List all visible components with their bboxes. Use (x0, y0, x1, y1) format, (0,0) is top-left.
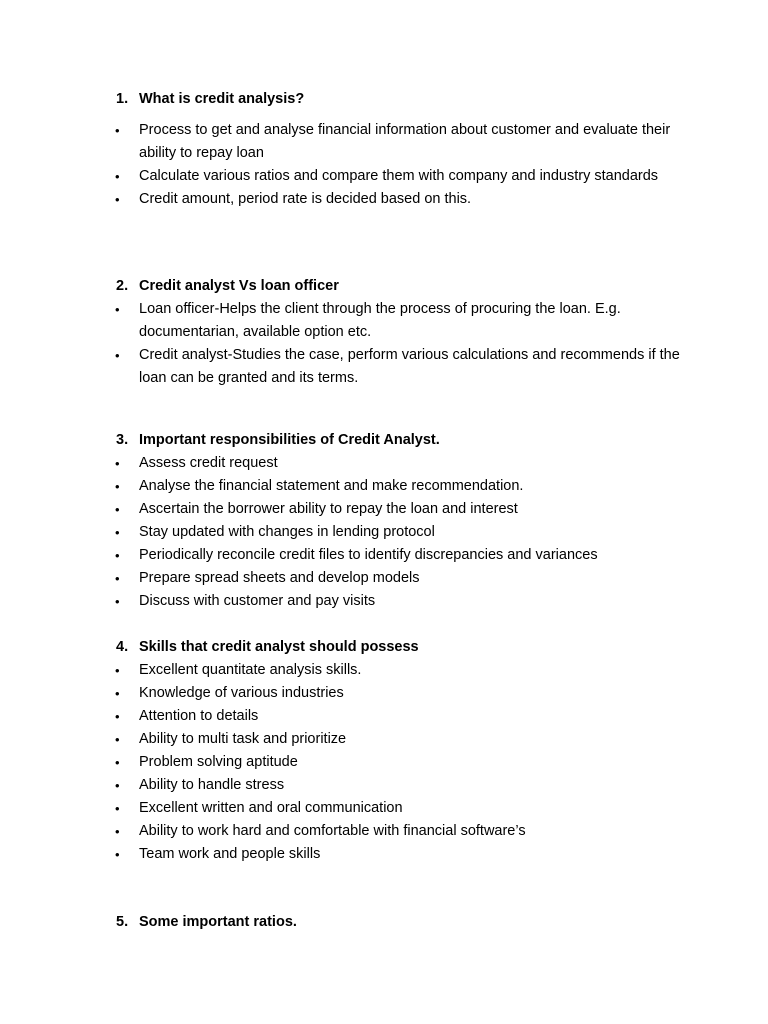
list-item (0, 820, 768, 843)
list-item-text: Assess credit request (139, 455, 278, 471)
list-item (0, 165, 768, 188)
list-item (0, 751, 768, 774)
list-item-text: Ability to multi task and prioritize (139, 731, 347, 747)
list-item (0, 774, 768, 797)
bullet-icon: • (115, 755, 120, 770)
section-number: 5. (116, 914, 129, 930)
list-item-text: Credit amount, period rate is decided based on this. (139, 191, 472, 207)
list-item (0, 659, 768, 682)
section-responsibilities (0, 429, 768, 613)
list-item (0, 682, 768, 705)
bullet-icon: • (115, 847, 120, 862)
list-item (0, 475, 768, 498)
bullet-icon: • (115, 548, 120, 563)
list-item (0, 498, 768, 521)
bullet-list (0, 659, 768, 866)
list-item (0, 567, 768, 590)
list-item (0, 452, 768, 475)
list-item-text: Prepare spread sheets and develop models (139, 570, 420, 586)
section-heading (0, 911, 768, 934)
bullet-icon: • (115, 525, 120, 540)
bullet-icon: • (115, 663, 120, 678)
list-item (0, 188, 768, 211)
bullet-icon: • (115, 302, 120, 317)
bullet-list (0, 452, 768, 613)
bullet-icon: • (115, 824, 120, 839)
section-title: What is credit analysis? (139, 91, 305, 107)
section-number: 2. (116, 278, 129, 294)
section-heading (0, 88, 768, 111)
list-item (0, 843, 768, 866)
bullet-icon: • (115, 502, 120, 517)
bullet-icon: • (115, 686, 120, 701)
list-item-text: Process to get and analyse financial information about customer and evaluate their ability to repay loan (139, 122, 671, 161)
bullet-icon: • (115, 169, 120, 184)
list-item (0, 590, 768, 613)
list-item-text: Discuss with customer and pay visits (139, 593, 376, 609)
section-credit-analysis (0, 88, 768, 211)
list-item (0, 705, 768, 728)
list-item-text: Credit analyst-Studies the case, perform various calculations and recommends if the loan can be granted and its terms. (139, 347, 680, 386)
section-number: 3. (116, 432, 129, 448)
list-item-text: Ability to work hard and comfortable with financial software’s (139, 823, 526, 839)
bullet-icon: • (115, 456, 120, 471)
list-item-text: Excellent written and oral communication (139, 800, 403, 816)
section-important-ratios (0, 911, 768, 934)
list-item-text: Excellent quantitate analysis skills. (139, 662, 362, 678)
section-title: Credit analyst Vs loan officer (139, 278, 339, 294)
section-title: Important responsibilities of Credit Analyst. (139, 432, 440, 448)
list-item (0, 728, 768, 751)
bullet-icon: • (115, 348, 120, 363)
section-heading (0, 636, 768, 659)
list-item-text: Stay updated with changes in lending protocol (139, 524, 435, 540)
bullet-icon: • (115, 594, 120, 609)
list-item-text: Calculate various ratios and compare them with company and industry standards (139, 168, 659, 184)
list-item-text: Team work and people skills (139, 846, 321, 862)
bullet-icon: • (115, 192, 120, 207)
list-item-text: Ability to handle stress (139, 777, 285, 793)
bullet-list (0, 119, 768, 211)
list-item-text: Attention to details (139, 708, 259, 724)
bullet-icon: • (115, 571, 120, 586)
bullet-icon: • (115, 479, 120, 494)
bullet-icon: • (115, 123, 120, 138)
list-item-text: Periodically reconcile credit files to identify discrepancies and variances (139, 547, 598, 563)
list-item-text: Analyse the financial statement and make recommendation. (139, 478, 524, 494)
section-number: 1. (116, 91, 129, 107)
list-item-text: Loan officer-Helps the client through the process of procuring the loan. E.g. documentarian, available option etc. (139, 301, 621, 340)
list-item-text: Ascertain the borrower ability to repay the loan and interest (139, 501, 518, 517)
section-title: Skills that credit analyst should possess (139, 639, 419, 655)
list-item (0, 544, 768, 567)
section-heading (0, 429, 768, 452)
section-title: Some important ratios. (139, 914, 297, 930)
section-heading (0, 275, 768, 298)
bullet-list (0, 298, 768, 390)
bullet-icon: • (115, 732, 120, 747)
section-skills (0, 636, 768, 866)
bullet-icon: • (115, 801, 120, 816)
list-item-text: Problem solving aptitude (139, 754, 298, 770)
list-item (0, 797, 768, 820)
list-item (0, 298, 768, 344)
list-item-text: Knowledge of various industries (139, 685, 344, 701)
bullet-icon: • (115, 778, 120, 793)
list-item (0, 521, 768, 544)
list-item (0, 344, 768, 390)
section-analyst-vs-officer (0, 275, 768, 390)
section-number: 4. (116, 639, 129, 655)
list-item (0, 119, 768, 165)
bullet-icon: • (115, 709, 120, 724)
